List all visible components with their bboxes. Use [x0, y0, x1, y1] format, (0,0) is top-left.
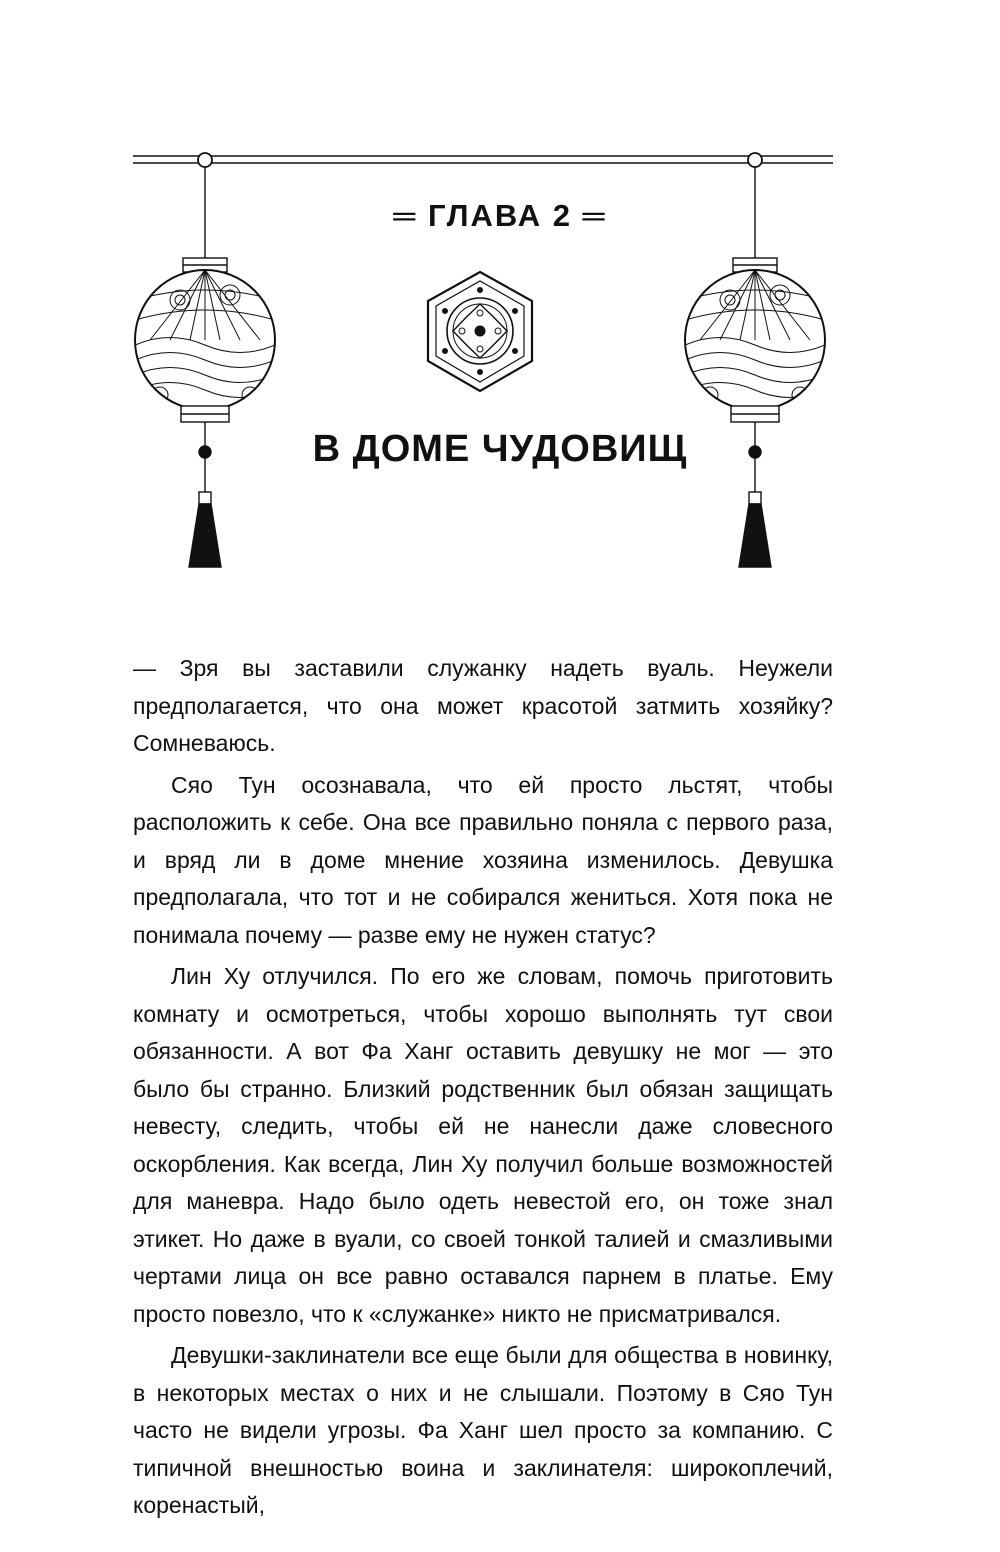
paragraph: Лин Ху отлучился. По его же словам, помочь приготовить комнату и осмотреться, чтобы хорошо выполнять тут свои обязанности. А вот Фа Ханг оставить девушку не мог — это было бы странно. Близкий родственник был обязан защищать невесту, следить, чтобы ей не нанесли даже словесного оскорбления. Как всегда, Лин Ху получил больше возможностей для маневра. Надо было одеть невестой его, он тоже знал этикет. Но даже в вуали, со своей тонкой талией и смазливыми чертами лица он все равно оставался парнем в платье. Ему просто повезло, что к «служанке» никто не присматривался.: [133, 963, 833, 1327]
hanging-rail: [133, 153, 833, 167]
header-ornament: [0, 0, 1000, 600]
paragraph: Сяо Тун осознавала, что ей просто льстят, чтобы расположить к себе. Она все правильно поняла с первого раза, и вряд ли в доме мнение хозяина изменилось. Девушка предполагала, что тот и не собирался жениться. Хотя пока не понимала почему — разве ему не нужен статус?: [133, 771, 833, 948]
paragraph: Девушки-заклинатели все еще были для общества в новинку, в некоторых местах о них и не слышали. Поэтому в Сяо Тун часто не видели угрозы. Фа Ханг шел просто за компанию. С типичной внешностью воина и заклинателя: широкоплечий, коренастый,: [133, 1342, 833, 1518]
hexagon-emblem-icon: [428, 272, 532, 391]
chapter-title: В ДОМЕ ЧУДОВИЩ: [312, 428, 688, 470]
chapter-body: [133, 650, 833, 1529]
chapter-label: ═ ГЛАВА 2 ═: [393, 198, 607, 233]
paragraph: — Зря вы заставили служанку надеть вуаль. Неужели предполагается, что она может красотой затмить хозяйку? Сомневаюсь.: [133, 655, 833, 756]
